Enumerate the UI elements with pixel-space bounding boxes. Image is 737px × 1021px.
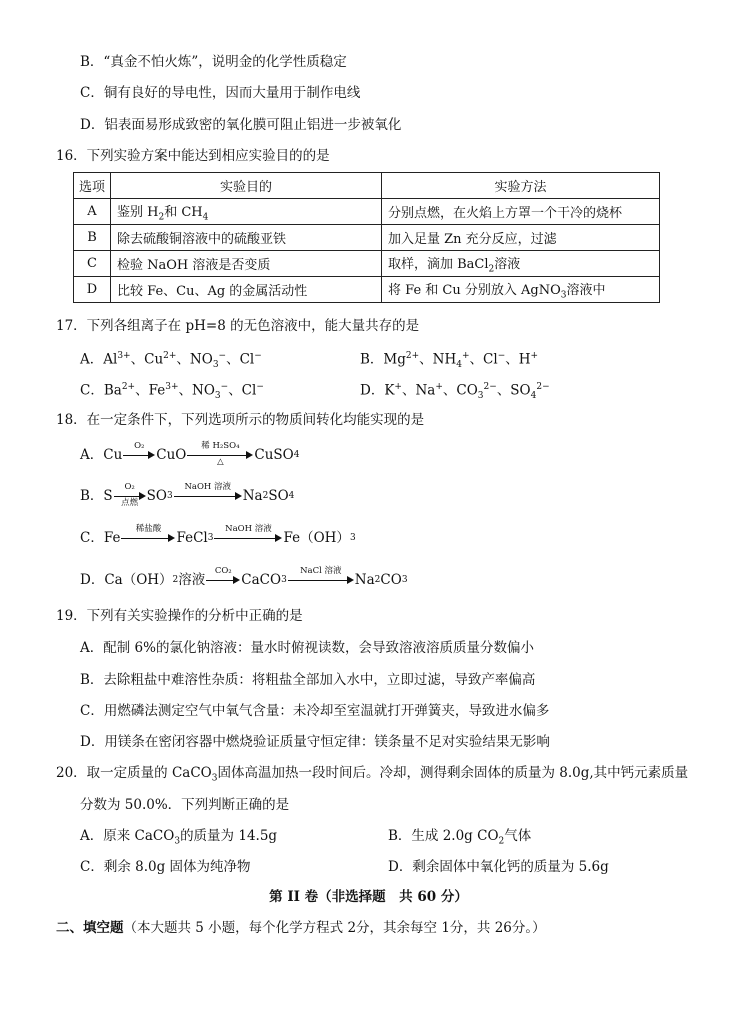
reaction-arrow: NaOH 溶液: [214, 528, 282, 548]
q19-option-c: C．用燃磷法测定空气中氧气含量：未冷却至室温就打开弹簧夹，导致进水偏多: [80, 703, 550, 719]
q15-option-c: C．铜有良好的导电性，因而大量用于制作电线: [80, 85, 361, 101]
reaction-arrow: NaCl 溶液: [288, 570, 354, 590]
table-row: [74, 199, 660, 225]
row-method: 将 Fe 和 Cu 分别放入 AgNO$_3$溶液中: [382, 277, 660, 303]
q17-option-b: B．$Mg^{2+}$、$NH_4^+$、Cl−、H+: [360, 351, 539, 371]
reaction-arrow: 稀 H₂SO₄ △: [187, 445, 253, 465]
row-option: B: [74, 225, 111, 251]
q18-stem: 18．在一定条件下，下列选项所示的物质间转化均能实现的是: [56, 412, 425, 428]
q17-option-a: A．$Al^{3+}$、$Cu^{2+}$、$NO_3^-$、Cl−: [80, 351, 262, 371]
q18-option-a: A． Cu O₂ CuO 稀 H₂SO₄ △ CuSO 4: [80, 441, 300, 467]
reaction-arrow: O₂ 点燃: [114, 486, 146, 506]
table-row: [74, 225, 660, 251]
row-aim: 比较 Fe、Cu、Ag 的金属活动性: [111, 277, 382, 303]
q20-option-a: A．原来 CaCO$_3$的质量为 14.5g: [80, 828, 278, 847]
q19-option-d: D．用镁条在密闭容器中燃烧验证质量守恒定律：镁条量不足对实验结果无影响: [80, 734, 550, 750]
row-aim: 除去硫酸铜溶液中的硫酸亚铁: [111, 225, 382, 251]
row-option: D: [74, 277, 111, 303]
row-method: 分别点燃，在火焰上方罩一个干冷的烧杯: [382, 199, 660, 225]
q20-option-b: B．生成 2.0g $CO_2$气体: [388, 828, 532, 847]
row-option: C: [74, 251, 111, 277]
q16-stem: 16．下列实验方案中能达到相应实验目的的是: [56, 148, 330, 164]
q19-stem: 19．下列有关实验操作的分析中正确的是: [56, 608, 303, 624]
q20-stem-line2: 分数为 50.0%．下列判断正确的是: [80, 797, 290, 813]
row-method: 加入足量 Zn 充分反应，过滤: [382, 225, 660, 251]
q20-stem-line1: 20．取一定质量的 CaCO$_3$固体高温加热一段时间后。冷却，测得剩余固体的质量为 8.0g,其中钙元素质量: [56, 765, 689, 784]
table-header-row: [74, 173, 660, 199]
q19-option-a: A．配制 6%的氯化钠溶液：量水时俯视读数，会导致溶液溶质质量分数偏小: [80, 640, 534, 656]
row-aim: 检验 NaOH 溶液是否变质: [111, 251, 382, 277]
q15-option-b: B．“真金不怕火炼”，说明金的化学性质稳定: [80, 54, 347, 70]
part-two-title: 第 II 卷（非选择题 共 60 分）: [269, 889, 468, 905]
header-option: 选项: [74, 173, 111, 199]
q19-option-b: B．去除粗盐中难溶性杂质：将粗盐全部加入水中，立即过滤，导致产率偏高: [80, 672, 536, 688]
q18-option-d: D． Ca（OH） 2 溶液 CO₂ CaCO 3 NaCl 溶液 Na 2 CO 3: [80, 566, 408, 588]
q17-option-d: D．K+、Na+、$CO_3^{2-}$、$SO_4^{2-}$: [360, 382, 550, 402]
q20-option-c: C．剩余 8.0g 固体为纯净物: [80, 859, 251, 875]
row-option: A: [74, 199, 111, 225]
row-aim: 鉴别 $H_2$和 $CH_4$: [111, 199, 382, 225]
q18-option-b: B． S O₂ 点燃 SO 3 NaOH 溶液 Na 2 SO 4: [80, 482, 295, 508]
row-method: 取样，滴加 BaCl$_2$溶液: [382, 251, 660, 277]
reaction-arrow: NaOH 溶液: [174, 486, 242, 506]
q17-option-c: C．$Ba^{2+}$、$Fe^{3+}$、$NO_3^-$、Cl−: [80, 382, 264, 402]
q16-table: [73, 172, 660, 303]
q17-stem: 17．下列各组离子在 pH=8 的无色溶液中，能大量共存的是: [56, 318, 420, 334]
header-method: 实验方法: [382, 173, 660, 199]
q20-option-d: D．剩余固体中氧化钙的质量为 5.6g: [388, 859, 609, 875]
reaction-arrow: 稀盐酸: [121, 528, 175, 548]
reaction-arrow: CO₂: [206, 570, 240, 590]
header-aim: 实验目的: [111, 173, 382, 199]
section-two-heading: 二、填空题（本大题共 5 小题，每个化学方程式 2分，其余每空 1分，共 26分。）: [56, 920, 546, 936]
table-row: [74, 251, 660, 277]
reaction-arrow: O₂: [123, 445, 155, 465]
q15-option-d: D．铝表面易形成致密的氧化膜可阻止铝进一步被氧化: [80, 117, 402, 133]
q18-option-c: C． Fe 稀盐酸 FeCl 3 NaOH 溶液 Fe（OH） 3: [80, 524, 356, 546]
table-row: [74, 277, 660, 303]
